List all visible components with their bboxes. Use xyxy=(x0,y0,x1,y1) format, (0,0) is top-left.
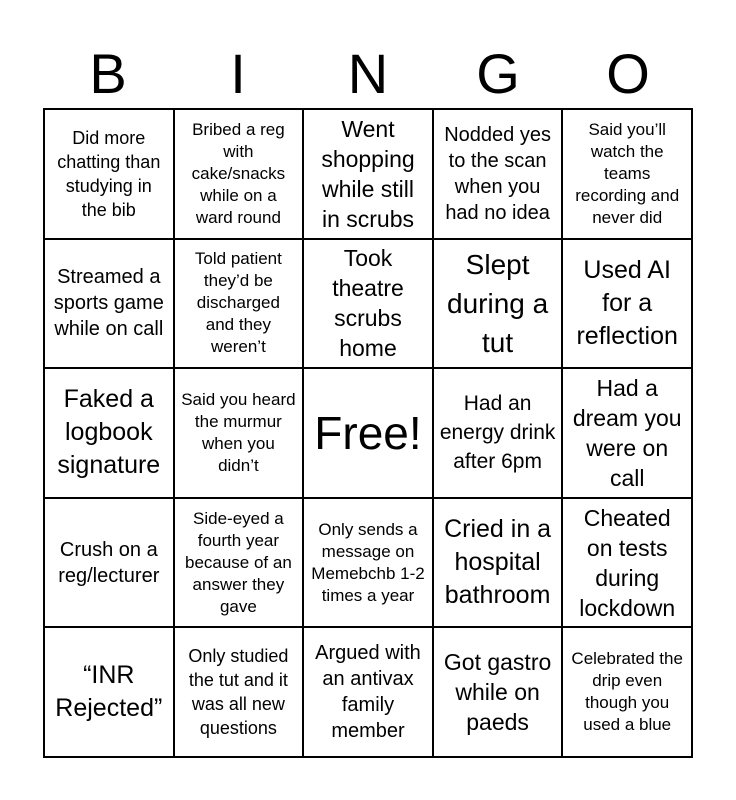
bingo-cell[interactable] xyxy=(303,109,433,239)
bingo-cell[interactable] xyxy=(44,239,174,369)
cell-text: Faked a logbook signature xyxy=(57,385,161,480)
cell-text: Said you heard the murmur when you didn’t xyxy=(181,389,296,475)
free-space-text: Free! xyxy=(314,406,422,459)
header-letter-i: I xyxy=(230,42,246,105)
cell-text: Cheated on tests during lockdown xyxy=(579,504,676,621)
cell-text: Bribed a reg with cake/snacks while on a ward round xyxy=(191,119,286,227)
bingo-cell-free[interactable] xyxy=(303,368,433,498)
cell-text: Nodded yes to the scan when you had no idea xyxy=(444,123,551,224)
bingo-cell[interactable] xyxy=(562,368,692,498)
bingo-cell[interactable] xyxy=(44,627,174,757)
bingo-cell[interactable] xyxy=(433,498,563,628)
bingo-cell[interactable] xyxy=(174,498,304,628)
header-letter-n: N xyxy=(347,42,389,105)
bingo-cell[interactable] xyxy=(562,239,692,369)
bingo-cell[interactable] xyxy=(303,498,433,628)
bingo-cell[interactable] xyxy=(174,368,304,498)
header-letter-o: O xyxy=(606,42,650,105)
bingo-cell[interactable] xyxy=(562,498,692,628)
cell-text: Had a dream you were on call xyxy=(572,375,682,491)
cell-text: Had an energy drink after 6pm xyxy=(439,392,556,474)
cell-text: Celebrated the drip even though you used a blue xyxy=(571,649,683,735)
bingo-cell[interactable] xyxy=(44,498,174,628)
bingo-header xyxy=(43,40,693,108)
bingo-cell[interactable] xyxy=(44,368,174,498)
bingo-cell[interactable] xyxy=(174,109,304,239)
cell-text: Crush on a reg/lecturer xyxy=(58,538,160,587)
bingo-cell[interactable] xyxy=(433,109,563,239)
cell-text: “INR Rejected” xyxy=(55,661,163,723)
cell-text: Only sends a message on Memebchb 1-2 times a year xyxy=(311,519,425,605)
header-letter-g: G xyxy=(476,42,520,105)
header-letter-b: B xyxy=(89,42,127,105)
cell-text: Did more chatting than studying in the bib xyxy=(57,127,161,220)
cell-text: Side-eyed a fourth year because of an answer they gave xyxy=(184,508,292,616)
bingo-cell[interactable] xyxy=(562,109,692,239)
bingo-cell[interactable] xyxy=(303,627,433,757)
bingo-cell[interactable] xyxy=(433,239,563,369)
cell-text: Used AI for a reflection xyxy=(576,255,678,350)
cell-text: Got gastro while on paeds xyxy=(443,649,552,736)
bingo-cell[interactable] xyxy=(433,368,563,498)
cell-text: Slept during a tut xyxy=(447,248,549,358)
bingo-cell[interactable] xyxy=(174,627,304,757)
cell-text: Said you’ll watch the teams recording and never did xyxy=(575,119,680,227)
bingo-cell[interactable] xyxy=(174,239,304,369)
bingo-card xyxy=(43,108,693,758)
bingo-cell[interactable] xyxy=(303,239,433,369)
cell-text: Took theatre scrubs home xyxy=(332,245,404,362)
bingo-cell[interactable] xyxy=(562,627,692,757)
cell-text: Streamed a sports game while on call xyxy=(53,266,164,341)
cell-text: Went shopping while still in scrubs xyxy=(321,115,415,232)
cell-text: Told patient they’d be discharged and they weren’t xyxy=(194,249,282,357)
bingo-cell[interactable] xyxy=(44,109,174,239)
cell-text: Argued with an antivax family member xyxy=(315,642,421,743)
cell-text: Cried in a hospital bathroom xyxy=(444,515,552,610)
cell-text: Only studied the tut and it was all new questions xyxy=(188,646,289,739)
bingo-cell[interactable] xyxy=(433,627,563,757)
